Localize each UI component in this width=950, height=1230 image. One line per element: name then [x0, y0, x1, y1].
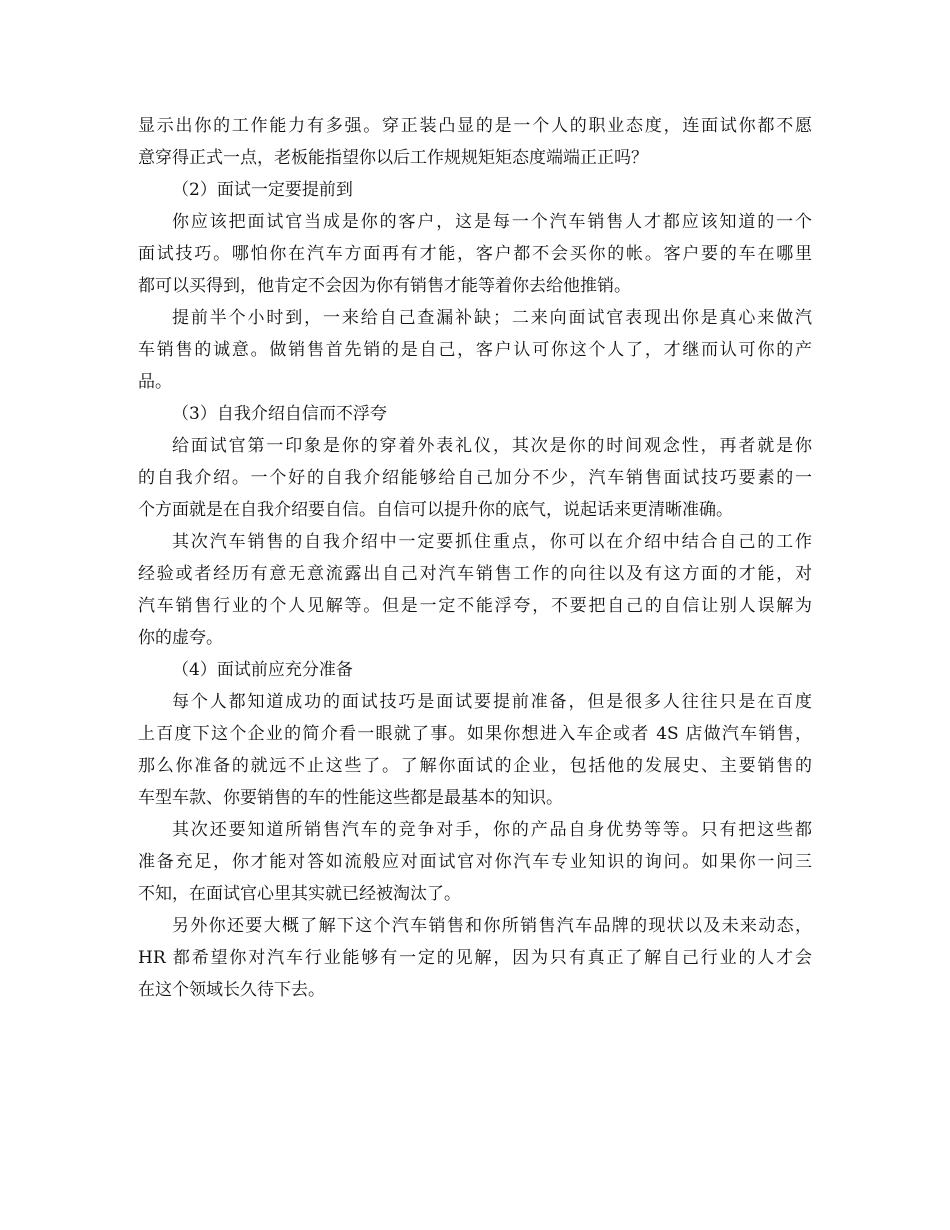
section-heading	[138, 174, 812, 206]
text-line: 准备充足，你才能对答如流般应对面试官对你汽车专业知识的询问。如果你一问三	[138, 852, 812, 872]
paragraph	[138, 430, 812, 526]
text-line: 其次汽车销售的自我介绍中一定要抓住重点，你可以在介绍中结合自己的工作	[172, 532, 812, 552]
text-line: 车销售的诚意。做销售首先销的是自己，客户认可你这个人了，才继而认可你的产	[138, 340, 812, 360]
section-heading	[138, 654, 812, 686]
section-heading	[138, 398, 812, 430]
document-body	[138, 110, 812, 1006]
paragraph	[138, 302, 812, 398]
text-line: 提前半个小时到，一来给自己查漏补缺；二来向面试官表现出你是真心来做汽	[172, 308, 812, 328]
text-line: 车型车款、你要销售的车的性能这些都是最基本的知识。	[138, 788, 563, 808]
text-line: 经验或者经历有意无意流露出自己对汽车销售工作的向往以及有这方面的才能，对	[138, 564, 812, 584]
text-line: 其次还要知道所销售汽车的竞争对手，你的产品自身优势等等。只有把这些都	[172, 820, 812, 840]
text-line: 每个人都知道成功的面试技巧是面试要提前准备，但是很多人往往只是在百度	[172, 692, 812, 712]
paragraph	[138, 910, 812, 1006]
text-line: 上百度下这个企业的简介看一眼就了事。如果你想进入车企或者 4S 店做汽车销售，	[138, 724, 812, 744]
text-line: 你应该把面试官当成是你的客户，这是每一个汽车销售人才都应该知道的一个	[172, 212, 812, 232]
text-line: 你的虚夸。	[138, 628, 223, 648]
paragraph	[138, 814, 812, 910]
text-line: 都可以买得到，他肯定不会因为你有销售才能等着你去给他推销。	[138, 276, 631, 296]
heading-line: （2）面试一定要提前到	[172, 180, 353, 200]
heading-line: （3）自我介绍自信而不浮夸	[172, 404, 387, 424]
text-line: 品。	[138, 372, 172, 392]
text-line: 面试技巧。哪怕你在汽车方面再有才能，客户都不会买你的帐。客户要的车在哪里	[138, 244, 812, 264]
paragraph	[138, 526, 812, 654]
text-line: 意穿得正式一点，老板能指望你以后工作规规矩矩态度端端正正吗？	[138, 148, 648, 168]
text-line: 那么你准备的就远不止这些了。了解你面试的企业，包括他的发展史、主要销售的	[138, 756, 812, 776]
paragraph	[138, 686, 812, 814]
paragraph	[138, 206, 812, 302]
text-line: 给面试官第一印象是你的穿着外表礼仪，其次是你的时间观念性，再者就是你	[172, 436, 812, 456]
text-line: 不知，在面试官心里其实就已经被淘汰了。	[138, 884, 461, 904]
paragraph	[138, 110, 812, 174]
text-line: 汽车销售行业的个人见解等。但是一定不能浮夸，不要把自己的自信让别人误解为	[138, 596, 812, 616]
text-line: 的自我介绍。一个好的自我介绍能够给自己加分不少，汽车销售面试技巧要素的一	[138, 468, 812, 488]
text-line: 显示出你的工作能力有多强。穿正装凸显的是一个人的职业态度，连面试你都不愿	[138, 116, 812, 136]
heading-line: （4）面试前应充分准备	[172, 660, 353, 680]
text-line: 另外你还要大概了解下这个汽车销售和你所销售汽车品牌的现状以及未来动态，	[172, 916, 812, 936]
text-line: HR 都希望你对汽车行业能够有一定的见解，因为只有真正了解自己行业的人才会	[138, 948, 812, 968]
text-line: 个方面就是在自我介绍要自信。自信可以提升你的底气，说起话来更清晰准确。	[138, 500, 733, 520]
text-line: 在这个领域长久待下去。	[138, 980, 325, 1000]
